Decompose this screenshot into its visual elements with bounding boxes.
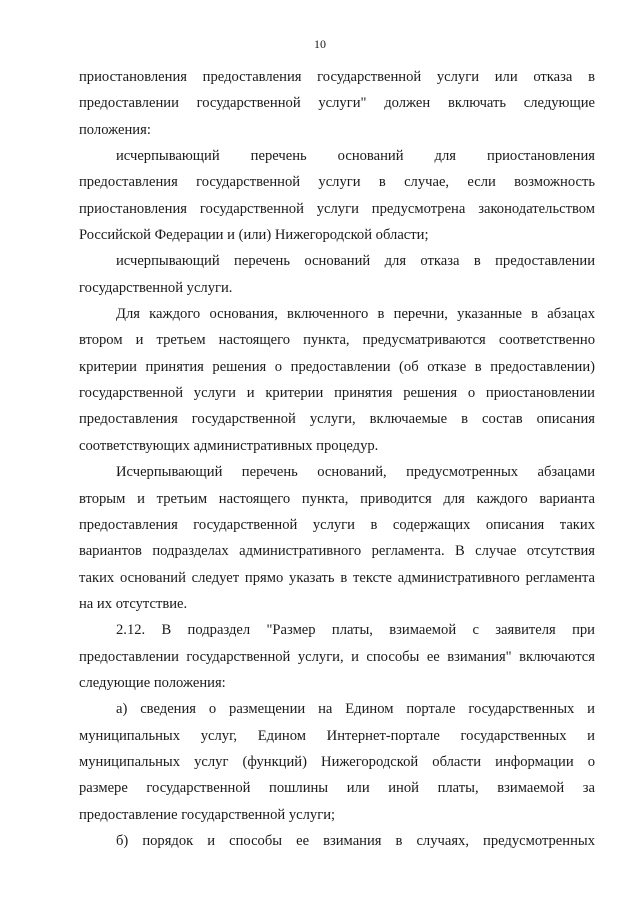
text-line: государственной услуги и критерии принятия решения о приостановлении <box>79 385 595 402</box>
text-line: Для каждого основания, включенного в перечни, указанные в абзацах <box>116 306 595 323</box>
text-line: критерии принятия решения о предоставлении (об отказе в предоставлении) <box>79 358 595 375</box>
text-line: приостановления предоставления государственной услуги или отказа в <box>79 69 595 85</box>
text-line: вариантов подразделах административного регламента. В случае отсутствия <box>79 543 595 560</box>
page-number: 10 <box>314 37 326 51</box>
text-line: муниципальных услуг (функций) Нижегородской области информации о <box>79 753 595 770</box>
text-line: предоставлении государственной услуги" должен включать следующие <box>79 95 595 112</box>
text-line: б) порядок и способы ее взимания в случаях, предусмотренных <box>116 832 595 849</box>
text-line: вторым и третьим настоящего пункта, приводится для каждого варианта <box>79 490 595 507</box>
text-line: муниципальных услуг, Едином Интернет-портале государственных и <box>79 727 595 744</box>
text-line: Российской Федерации и (или) Нижегородской области; <box>79 227 429 244</box>
text-line: исчерпывающий перечень оснований для отказа в предоставлении <box>116 253 595 270</box>
text-line: государственной услуги. <box>79 279 233 296</box>
text-line: предоставления государственной услуги, включаемые в состав описания <box>79 411 595 428</box>
text-line: предоставления государственной услуги в содержащих описания таких <box>79 516 595 533</box>
text-line: предоставления государственной услуги в случае, если возможность <box>79 174 595 191</box>
text-line: приостановления государственной услуги предусмотрена законодательством <box>79 200 595 217</box>
text-line: 2.12. В подраздел "Размер платы, взимаемой с заявителя при <box>116 622 595 639</box>
text-line: Исчерпывающий перечень оснований, предусмотренных абзацами <box>116 464 595 481</box>
document-body <box>79 64 595 854</box>
text-line: положения: <box>79 121 151 138</box>
text-line: предоставление государственной услуги; <box>79 806 336 823</box>
text-line: а) сведения о размещении на Едином портале государственных и <box>116 701 595 718</box>
text-line: втором и третьем настоящего пункта, предусматриваются соответственно <box>79 332 595 349</box>
text-line: предоставлении государственной услуги, и способы ее взимания" включаются <box>79 648 595 665</box>
text-line: исчерпывающий перечень оснований для приостановления <box>116 148 595 165</box>
text-line: следующие положения: <box>79 674 226 691</box>
text-line: размере государственной пошлины или иной платы, взимаемой за <box>79 780 595 797</box>
text-line: соответствующих административных процедур. <box>79 437 379 454</box>
text-line: таких оснований следует прямо указать в тексте административного регламента <box>79 569 595 586</box>
text-line: на их отсутствие. <box>79 595 188 612</box>
